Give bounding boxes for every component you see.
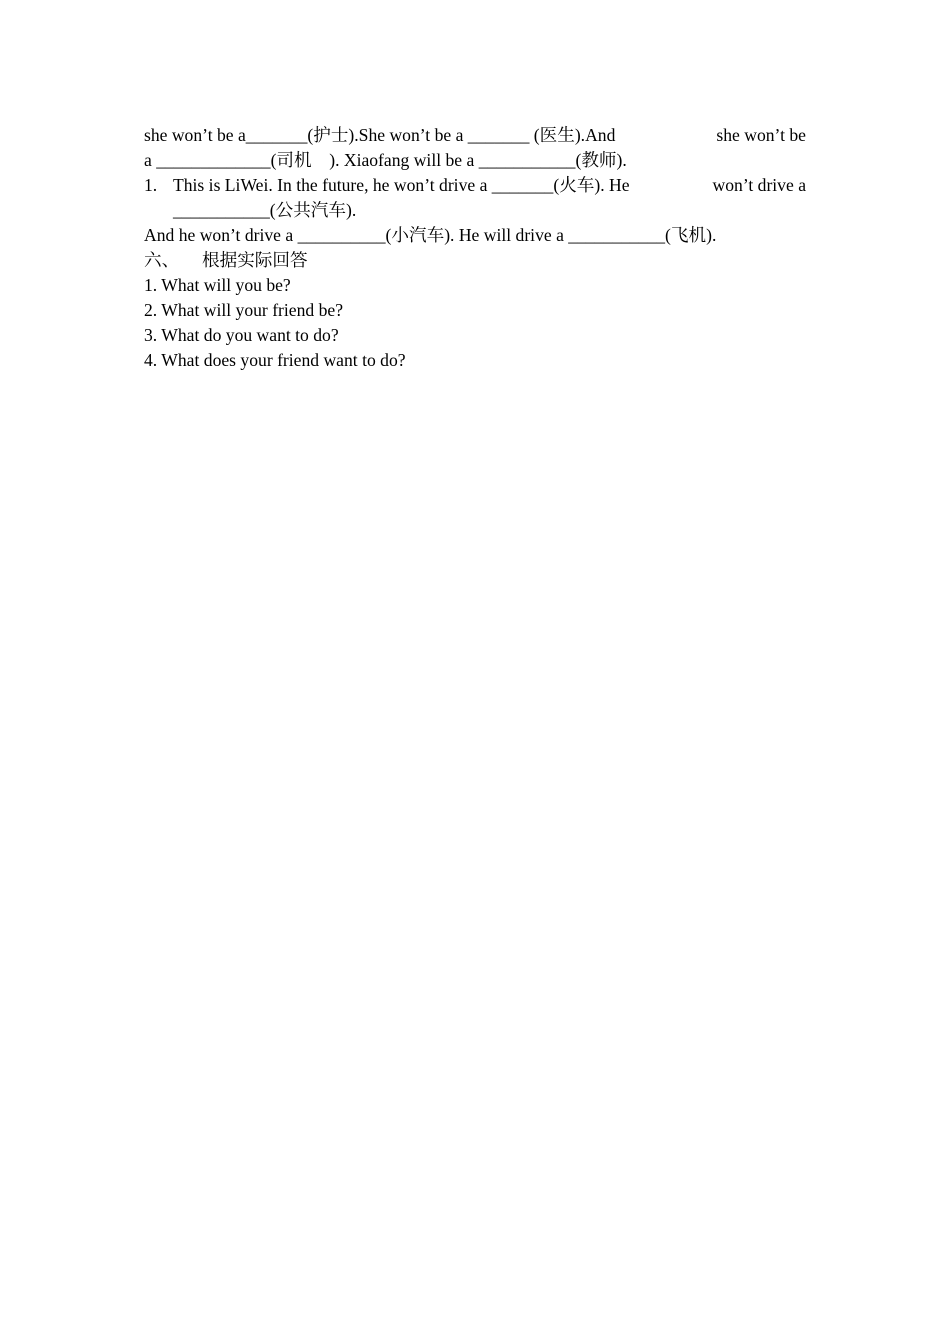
item1-line1 <box>173 173 806 198</box>
question-2: 2. What will your friend be? <box>144 300 344 320</box>
section-heading <box>144 248 806 273</box>
paragraph1-line2: a _____________(司机 ). Xiaofang will be a ___________(教师). <box>144 150 627 170</box>
paragraph1-line1 <box>144 123 806 148</box>
question-4: 4. What does your friend want to do? <box>144 350 406 370</box>
question-1: 1. What will you be? <box>144 275 291 295</box>
paragraph1-line1-right: she won’t be <box>716 125 806 145</box>
question-3: 3. What do you want to do? <box>144 325 339 345</box>
item-number: 1. <box>144 175 158 195</box>
item1-line2: ___________(公共汽车). <box>173 200 357 220</box>
paragraph2: And he won’t drive a __________(小汽车). He will drive a ___________(飞机). <box>144 225 717 245</box>
paragraph1-line1-left: she won’t be a_______(护士).She won’t be a _______ (医生).And <box>144 125 616 145</box>
document-page <box>144 123 806 373</box>
item1-line1-right: won’t drive a <box>712 175 806 195</box>
section-number: 六、 <box>144 250 180 270</box>
numbered-item-1 <box>144 173 806 223</box>
item1-line1-left: This is LiWei. In the future, he won’t drive a _______(火车). He <box>173 175 630 195</box>
section-title: 根据实际回答 <box>202 250 308 270</box>
